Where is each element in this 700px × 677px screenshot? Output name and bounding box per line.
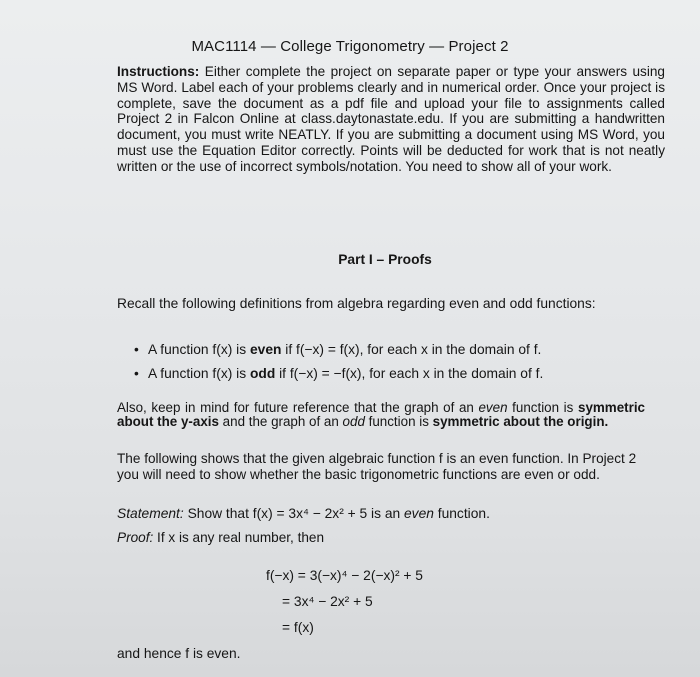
- bullet-odd-post: if f(−x) = −f(x), for each x in the domain of f.: [275, 366, 544, 381]
- statement-text: Show that f(x) = 3x⁴ − 2x² + 5 is an: [183, 506, 404, 521]
- page-title: MAC1114 — College Trigonometry — Project 2: [191, 38, 509, 55]
- instructions-label: Instructions:: [117, 64, 200, 79]
- statement-end: function.: [433, 506, 490, 521]
- bullet-even-post: if f(−x) = f(x), for each x in the domain of f.: [281, 342, 542, 357]
- bullet-odd-pre: A function f(x) is: [148, 366, 250, 381]
- part-heading: Part I – Proofs: [338, 252, 432, 267]
- following-paragraph: The following shows that the given algebraic function f is an even function. In Project 2 you will need to show whether the basic trigonometric functions are even or odd.: [117, 451, 637, 482]
- proof-line: [117, 530, 324, 545]
- symmetry-text-3: and the graph of an: [218, 413, 343, 429]
- symmetry-odd-word: odd: [342, 413, 365, 429]
- symmetry-text-4: function is: [364, 413, 433, 429]
- statement-even-word: even: [404, 506, 434, 521]
- bullet-dot-icon: •: [134, 366, 139, 381]
- equation-line-1: f(−x) = 3(−x)⁴ − 2(−x)² + 5: [266, 568, 423, 583]
- symmetry-y-axis: symmetric about the y-axis: [117, 400, 645, 429]
- symmetry-origin: symmetric about the origin.: [432, 413, 609, 429]
- bullet-even-keyword: even: [249, 342, 282, 357]
- statement-label: Statement:: [117, 506, 184, 521]
- bullet-even-pre: A function f(x) is: [148, 342, 250, 357]
- bullet-odd-keyword: odd: [249, 366, 276, 381]
- recall-paragraph: Recall the following definitions from algebra regarding even and odd functions:: [117, 296, 596, 311]
- symmetry-text-2: function is: [507, 400, 578, 415]
- symmetry-paragraph: [117, 401, 645, 428]
- proof-text: If x is any real number, then: [153, 530, 325, 545]
- symmetry-text-1: Also, keep in mind for future reference that the graph of an: [117, 400, 479, 415]
- equation-line-3: = f(x): [282, 620, 314, 635]
- conclusion-line: and hence f is even.: [117, 646, 241, 661]
- instructions-text: Either complete the project on separate paper or type your answers using MS Word. Label each of your problems clearly and in numerical order. Once your project is complete, save the document as a pdf file and upload your file to assignments called Project 2 in Falcon Online at class.daytonastate.edu. If you are submitting a handwritten document, you must write NEATLY. If you are submitting a document using MS Word, you must use the Equation Editor correctly. Points will be deducted for work that is not neatly written or the use of incorrect symbols/notation. You need to show all of your work.: [117, 64, 665, 174]
- bullet-dot-icon: •: [134, 342, 139, 357]
- symmetry-even-word: even: [478, 400, 508, 415]
- bullet-odd-definition: [134, 366, 543, 381]
- instructions-paragraph: [117, 64, 665, 175]
- bullet-even-definition: [134, 342, 541, 357]
- proof-label: Proof:: [117, 530, 154, 545]
- statement-line: [117, 506, 490, 521]
- equation-line-2: = 3x⁴ − 2x² + 5: [282, 594, 373, 609]
